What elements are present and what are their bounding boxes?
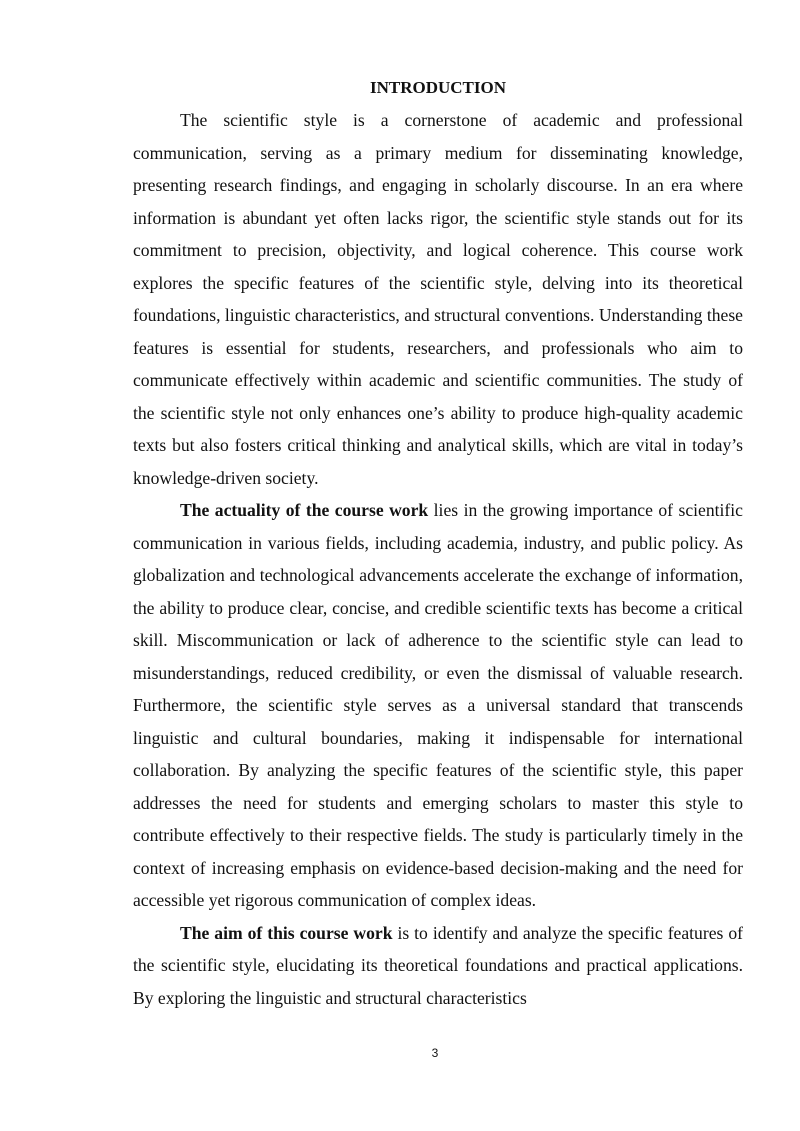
page-number: 3 xyxy=(431,1046,439,1060)
paragraph-actuality-text: lies in the growing importance of scientific communication in various fields, including academia, industry, and public policy. As globalization and technological advancements accelerate the exchange of information, the ability to produce clear, concise, and credible scientific texts has become a critical skill. Miscommunication or lack of adherence to the scientific style can lead to misunderstandings, reduced credibility, or even the dismissal of valuable research. Furthermore, the scientific style serves as a universal standard that transcends linguistic and cultural boundaries, making it indispensable for international collaboration. By analyzing the specific features of the scientific style, this paper addresses the need for students and emerging scholars to master this style to contribute effectively to their respective fields. The study is particularly timely in the context of increasing emphasis on evidence-based decision-making and the need for accessible yet rigorous communication of complex ideas. xyxy=(133,500,743,910)
paragraph-aim-text: is to identify and analyze the specific features of the scientific style, elucidating its theoretical foundations and practical applications. By exploring the linguistic and structural characteristics xyxy=(133,922,743,1008)
paragraph-intro-text: The scientific style is a cornerstone of academic and professional communication, serving as a primary medium for disseminating knowledge, presenting research findings, and engaging in scholarly discourse. In an era where information is abundant yet often lacks rigor, the scientific style stands out for its commitment to precision, objectivity, and logical coherence. This course work explores the specific features of the scientific style, delving into its theoretical foundations, linguistic characteristics, and structural conventions. Understanding these features is essential for students, researchers, and professionals who aim to communicate effectively within academic and scientific communities. The study of the scientific style not only enhances one’s ability to produce high-quality academic texts but also fosters critical thinking and analytical skills, which are vital in today’s knowledge-driven society. xyxy=(133,110,743,488)
paragraph-actuality-lead: The actuality of the course work xyxy=(180,500,429,520)
paragraph-actuality xyxy=(133,494,743,917)
paragraph-intro xyxy=(133,104,743,494)
paragraph-aim xyxy=(133,917,743,1015)
document-page xyxy=(133,72,743,1014)
section-heading: INTRODUCTION xyxy=(369,78,507,97)
paragraph-aim-lead: The aim of this course work xyxy=(180,922,393,943)
